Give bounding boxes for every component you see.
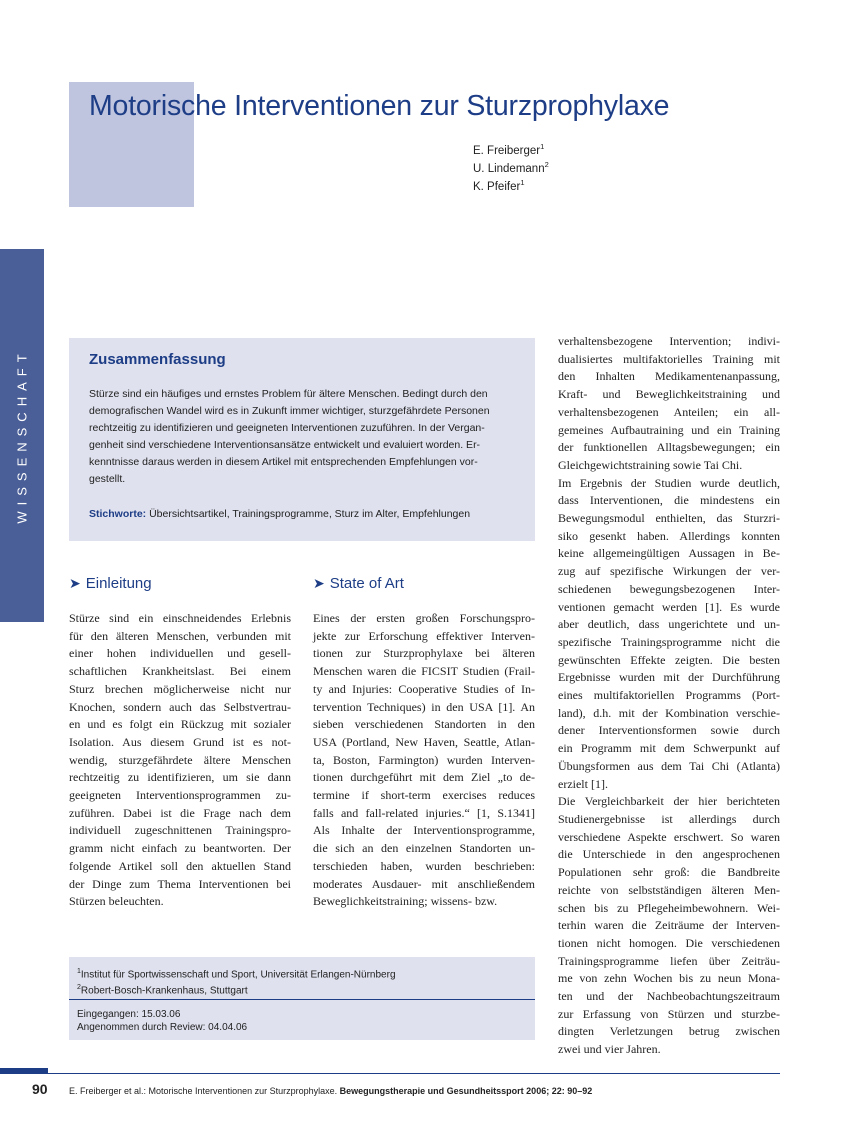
body-text-line: tionen nicht homogen. Die verschiedenen	[558, 935, 780, 950]
body-text-line: en und es folgt ein Rückzug mit sozialer	[69, 717, 291, 732]
body-text-line: gramm nicht einfach zu beantworten. Der	[69, 841, 291, 856]
footnote-number: 2	[77, 984, 81, 992]
citation-text: E. Freiberger et al.: Motorische Interventionen zur Sturzprophylaxe.	[69, 1086, 338, 1096]
body-text-line: den Inhalten Medikamentenanpassung,	[558, 369, 780, 384]
body-text-line: Stürzen beleuchten.	[69, 894, 164, 909]
body-text-line: keine allgemeingültigen Aussagen in Be-	[558, 546, 780, 561]
section-arrow-icon: ➤	[313, 575, 325, 591]
summary-box	[69, 338, 535, 541]
affiliation-footnote	[77, 965, 396, 981]
body-text-line: schiedenen bewegungsbezogenen Inter-	[558, 581, 780, 596]
abstract-line: rechtzeitig zu identifizieren und geeigneten Interventionen zuzuführen. In der Vergan-	[89, 422, 485, 434]
body-text-line: Eines der ersten großen Forschungspro-	[313, 611, 535, 625]
section-heading-einleitung	[69, 575, 152, 592]
author-entry	[473, 158, 549, 176]
body-text-line: Als Inhalte der Interventionsprogramme,	[313, 823, 535, 838]
footnote-text: Robert-Bosch-Krankenhaus, Stuttgart	[80, 985, 248, 997]
body-text-line: me von zehn Wochen bis zu neun Mona-	[558, 971, 780, 986]
body-text-line: eines multifaktoriellen Programms (Port-	[558, 688, 780, 703]
summary-abstract	[89, 386, 517, 488]
body-text-line: für den älteren Menschen, verbunden mit	[69, 628, 291, 643]
body-text-line: reichte von selbstständigen älteren Men-	[558, 882, 780, 897]
body-text-line: termine if short-term exercises reduces	[313, 788, 535, 803]
author-entry	[473, 140, 549, 158]
body-text-line: Knochen, sondern auch das Selbstvertrau-	[69, 699, 291, 714]
body-text-line: terhin waren die Zeiträume der Interven-	[558, 918, 780, 933]
section-side-tab	[0, 249, 44, 622]
body-text-line: gemeines Aufbautraining und ein Training	[558, 422, 780, 437]
article-title: Motorische Interventionen zur Sturzprophylaxe	[89, 90, 670, 122]
abstract-line: demografischen Wandel wird es in Zukunft immer wichtiger, sturzgefährdete Personen	[89, 405, 490, 417]
side-tab-label: WISSENSCHAFT	[14, 347, 30, 524]
footnote-text: Institut für Sportwissenschaft und Sport, Universität Erlangen-Nürnberg	[80, 969, 396, 981]
body-text-line: die Unterschiede in den angesprochenen	[558, 847, 780, 862]
body-text-line: Sturz brechen möglicherweise nicht nur	[69, 681, 291, 696]
body-text-line: schaftlichen Krankheitslast. Bei einem	[69, 664, 291, 679]
abstract-line: genheit sind verschiedene Interventionsansätze entwickelt und evaluiert worden. Er-	[89, 439, 481, 451]
author-affiliation-mark: 1	[540, 142, 545, 151]
citation-journal: Bewegungstherapie und Gesundheitssport 2006; 22: 90–92	[339, 1086, 593, 1096]
author-list	[473, 140, 549, 193]
body-text-line: erzielt [1].	[558, 776, 608, 791]
section-heading-state-of-art	[313, 575, 404, 592]
affiliation-footnotes	[77, 965, 396, 998]
body-text-line: geeigneten Interventionsprogrammen zu-	[69, 788, 291, 803]
body-text-line: ein Programm mit dem Schwerpunkt auf	[558, 741, 780, 756]
body-text-line: rechtzeitig zu identifizieren, um sie dann	[69, 770, 291, 785]
body-text-line: individuell zugeschnittenen Trainingspro-	[69, 823, 291, 838]
body-text-line: folgende Artikel soll den aktuellen Stand	[69, 858, 291, 873]
body-text-line: falls and fall-related injuries.“ [1, S.1341]	[313, 805, 535, 820]
section-heading-text: Einleitung	[85, 575, 152, 592]
abstract-line: gestellt.	[89, 473, 126, 485]
footer-rule	[48, 1073, 780, 1074]
body-text-line: tervention Techniques) in den USA [1]. An	[313, 699, 535, 714]
body-text-line: einer hohen individuellen und gesell-	[69, 646, 291, 661]
body-text-line: dingten Verletzungen betrug zwischen	[558, 1024, 780, 1039]
body-text-line: Kraft- und Beweglichkeitstraining und	[558, 387, 780, 402]
body-text-line: Im Ergebnis der Studien wurde deutlich,	[558, 475, 780, 490]
body-text-line: zwei und vier Jahren.	[558, 1042, 661, 1057]
author-name: K. Pfeifer	[473, 180, 521, 193]
body-text-line: die sich an den einzelnen Standorten un-	[313, 841, 535, 856]
body-text-line: Trainingsprogramme liefen über Zeiträu-	[558, 953, 780, 968]
body-text-line: gewünschten Effekte zeigten. Die besten	[558, 652, 780, 667]
body-text-line: ta, Boston, Farmington) wurden Interven-	[313, 752, 535, 767]
affiliation-footnote	[77, 981, 396, 997]
body-text-line: Gleichgewichtstraining sowie Tai Chi.	[558, 457, 743, 472]
page-number: 90	[32, 1081, 48, 1097]
body-text-line: Die Vergleichbarkeit der hier berichteten	[558, 794, 780, 809]
body-text-line: sieben verschiedenen Standorten in den	[313, 717, 535, 732]
body-text-line: Menschen waren die FICSIT Studien (Frail-	[313, 664, 535, 679]
abstract-line: Stürze sind ein häufiges und ernstes Problem für ältere Menschen. Bedingt durch den	[89, 388, 488, 400]
body-text-line: Studienergebnisse ist allerdings durch	[558, 811, 780, 826]
body-text-line: siko gesenkt haben. Allerdings konnten	[558, 528, 780, 543]
section-heading-text: State of Art	[329, 575, 404, 592]
body-text-line: tionen zur Sturzprophylaxe bei älteren	[313, 646, 535, 661]
body-text-line: wendig, sturzgefährdete ältere Menschen	[69, 752, 291, 767]
body-text-line: dualisiertes multifaktorielles Training mit	[558, 351, 780, 366]
author-affiliation-mark: 1	[520, 177, 525, 187]
keywords-label: Stichworte:	[89, 508, 147, 520]
body-text-line: der funktionellen Alltagsbewegungen; ein	[558, 440, 780, 455]
body-text-line: dass Interventionen, die mindestens ein	[558, 493, 780, 508]
keywords-text: Übersichtsartikel, Trainingsprogramme, Sturz im Alter, Empfehlungen	[149, 508, 471, 520]
body-text-line: jekte zur Erforschung effektiver Interven-	[313, 628, 535, 643]
body-text-line: ten und der Nachbeobachtungszeitraum	[558, 989, 780, 1004]
body-text-line: zug auf spezifische Wirkungen der ver-	[558, 564, 780, 579]
summary-heading: Zusammenfassung	[89, 351, 226, 368]
received-date: Eingegangen: 15.03.06	[77, 1009, 181, 1020]
body-text-line: land), d.h. mit der Kombination verschie-	[558, 705, 780, 720]
body-text-line: aber deutlich, dass ungerichtete und un-	[558, 617, 780, 632]
body-text-line: USA (Portland, New Haven, Seattle, Atlan-	[313, 734, 535, 749]
abstract-line: kenntnisse daraus werden in diesem Artikel mit entsprechenden Empfehlungen vor-	[89, 456, 478, 468]
body-text-line: Übungsformen aus dem Tai Chi (Atlanta)	[558, 758, 780, 773]
body-text-line: Bewegungsmodul enthielten, das Sturzri-	[558, 511, 780, 526]
body-text-line: zur Erfassung von Stürzen und sturzbe-	[558, 1006, 780, 1021]
body-text-line: dener Interventionsformen sowie durch	[558, 723, 780, 738]
body-text-line: Beweglichkeitstraining; wissens- bzw.	[313, 894, 498, 909]
body-text-line: verhaltensbezogene Intervention; indivi-	[558, 334, 780, 348]
footer-accent-bar	[0, 1068, 48, 1074]
body-column-3	[558, 333, 780, 1059]
body-text-line: Populationen sehr groß: die Bandbreite	[558, 865, 780, 880]
author-entry	[473, 176, 549, 194]
body-text-line: Stürze sind ein einschneidendes Erlebnis	[69, 611, 291, 625]
summary-keywords	[89, 508, 470, 520]
body-text-line: ventionen gemacht werden [1]. Es wurde	[558, 599, 780, 614]
accepted-date: Angenommen durch Review: 04.04.06	[77, 1022, 248, 1033]
footnote-divider	[69, 999, 535, 1000]
body-text-line: spezifische Trainingsprogramme nicht die	[558, 634, 780, 649]
body-column-2	[313, 610, 535, 911]
footer-citation	[69, 1086, 592, 1096]
footnote-number: 1	[77, 968, 81, 975]
body-text-line: verschiedene Aspekte erschwert. So waren	[558, 829, 780, 844]
body-text-line: der Dinge zum Thema Interventionen bei	[69, 876, 291, 891]
author-name: U. Lindemann	[473, 162, 545, 175]
body-text-line: schen bis zu Pflegeheimbewohnern. Wei-	[558, 900, 780, 915]
body-text-line: Isolation. Aus diesem Grund ist es not-	[69, 734, 291, 749]
body-column-1	[69, 610, 291, 911]
body-text-line: terschieden haben, wurden beschrieben:	[313, 858, 535, 873]
body-text-line: tionen durchgeführt mit dem Ziel „to de-	[313, 770, 535, 785]
body-text-line: Ergebnisse wurden mit der Durchführung	[558, 670, 780, 685]
body-text-line: zuführen. Dabei ist die Frage nach dem	[69, 805, 291, 820]
body-text-line: ty and Injuries: Cooperative Studies of In-	[313, 681, 535, 696]
footnote-box	[69, 957, 535, 1040]
body-text-line: verhaltensbezogenen Anteilen; ein all-	[558, 404, 780, 419]
author-affiliation-mark: 2	[544, 159, 549, 169]
author-name: E. Freiberger	[473, 144, 541, 157]
body-text-line: moderates Ausdauer- mit anschließendem	[313, 876, 535, 891]
section-arrow-icon: ➤	[69, 575, 81, 591]
submission-dates	[77, 1008, 247, 1034]
